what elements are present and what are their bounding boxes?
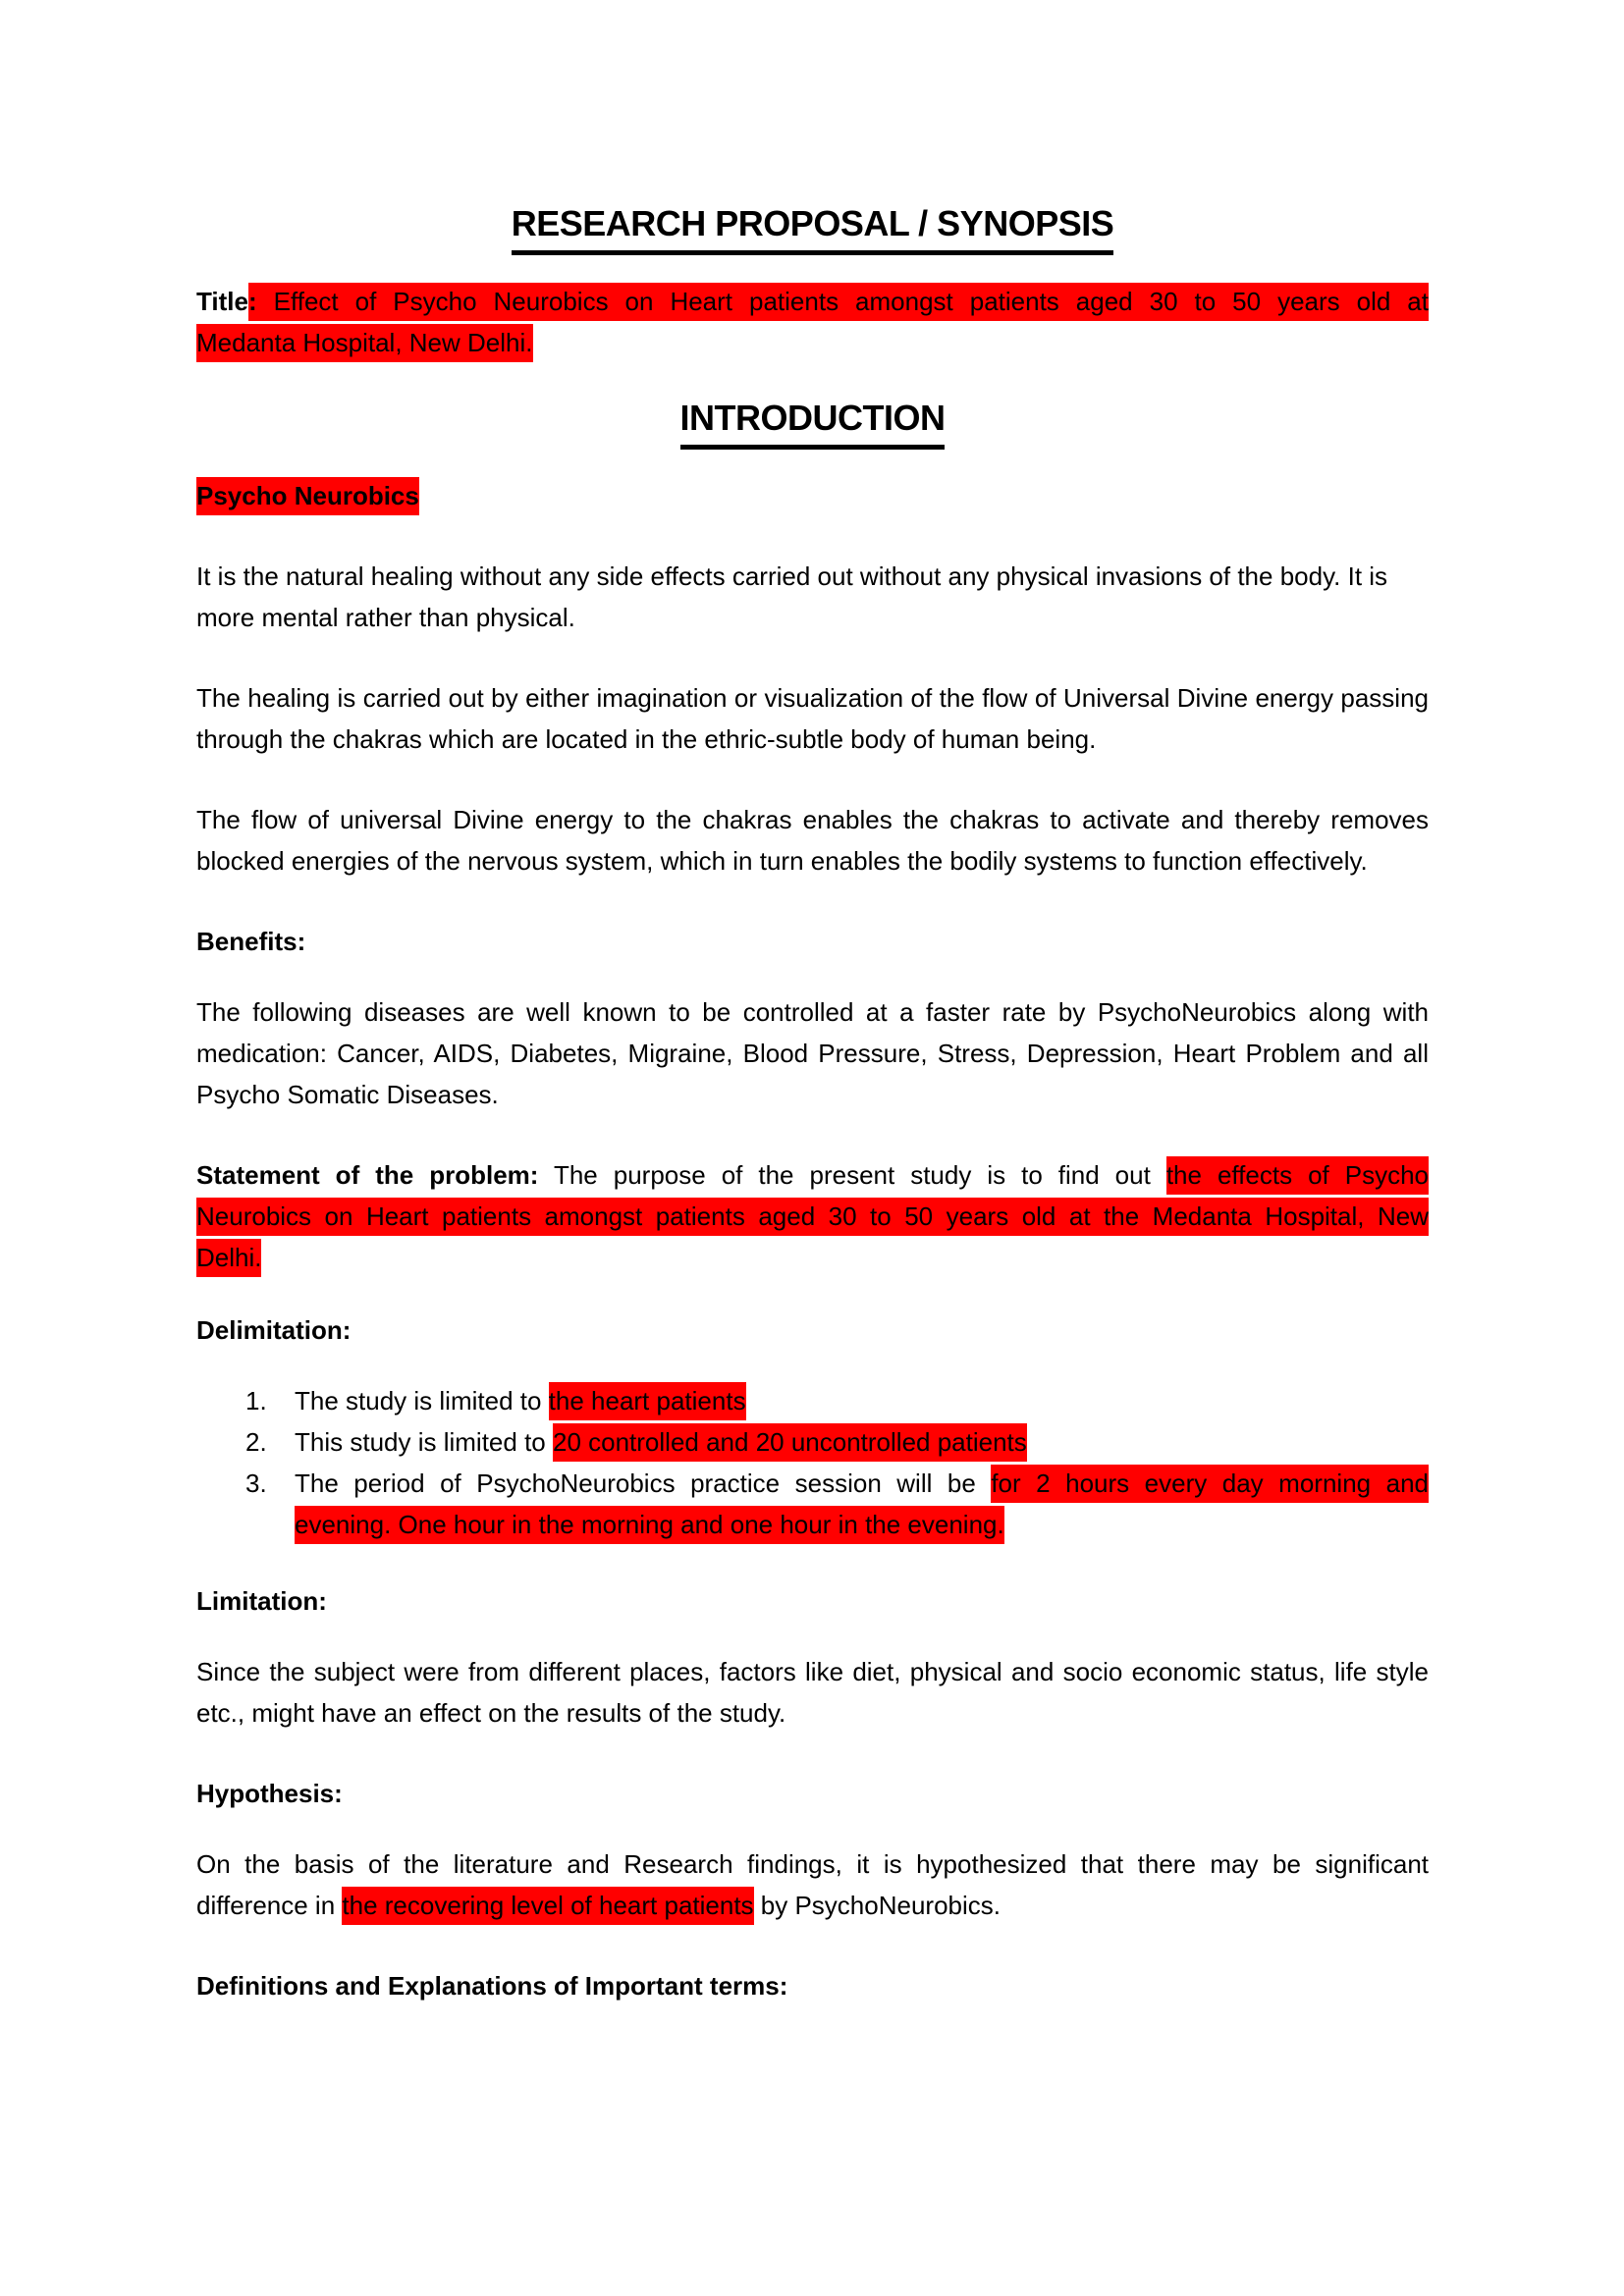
- paragraph: [196, 475, 1429, 516]
- numbered-list: [196, 1380, 1429, 1545]
- text-line: [196, 322, 1429, 363]
- list-item: [196, 1380, 1429, 1421]
- text-segment: Since the subject were from different places, factors like diet, physical and socio economic status, life style etc., might have an effect on the results of the study.: [196, 1657, 1429, 1728]
- text-segment: The following diseases are well known to be controlled at a faster rate by PsychoNeurobics along with medication: Cancer, AIDS, Diabetes, Migraine, Blood Pressure, Stress, Depression, Heart Problem and all Psycho Somatic Diseases.: [196, 997, 1429, 1109]
- text-segment: The purpose of the present study is to find out: [538, 1160, 1166, 1190]
- text-line: [295, 1421, 1429, 1463]
- paragraph: [196, 799, 1429, 881]
- text-line: [196, 1154, 1429, 1196]
- document-content: [196, 200, 1429, 2036]
- text-line: [295, 1463, 1429, 1504]
- text-line: [295, 1380, 1429, 1421]
- highlighted-text: Psycho Neurobics: [196, 477, 419, 515]
- text-line: [196, 281, 1429, 322]
- text-segment: On the basis of the literature and Research findings, it is hypothesized that there may be significant difference in: [196, 1849, 1429, 1920]
- highlighted-text: Medanta Hospital, New Delhi.: [196, 324, 533, 362]
- text-segment: Title: [196, 287, 248, 316]
- list-item-text: [295, 1380, 1429, 1421]
- highlighted-text: the recovering level of heart patients: [342, 1887, 753, 1925]
- section-heading: Definitions and Explanations of Important terms:: [196, 1971, 788, 2001]
- document-title: [196, 395, 1429, 450]
- list-number: 2.: [245, 1427, 267, 1457]
- highlighted-text: evening. One hour in the morning and one hour in the evening.: [295, 1506, 1004, 1544]
- text-segment: The healing is carried out by either imagination or visualization of the flow of Universal Divine energy passing through the chakras which are located in the ethric-subtle body of human being.: [196, 683, 1429, 754]
- text-line: [196, 1237, 1429, 1278]
- section-heading: Delimitation:: [196, 1315, 352, 1345]
- document-title: [196, 200, 1429, 255]
- paragraph: [196, 1154, 1429, 1278]
- list-item-text: [295, 1463, 1429, 1545]
- list-item-text: [295, 1421, 1429, 1463]
- text-segment: The flow of universal Divine energy to the chakras enables the chakras to activate and thereby removes blocked energies of the nervous system, which in turn enables the bodily systems to function effectively.: [196, 805, 1429, 876]
- paragraph: [196, 1843, 1429, 1926]
- section-heading: Limitation:: [196, 1586, 327, 1616]
- text-segment: It is the natural healing without any side effects carried out without any physical invasions of the body. It is more mental rather than physical.: [196, 561, 1388, 632]
- paragraph: [196, 281, 1429, 363]
- highlighted-text: 20 controlled and 20 uncontrolled patients: [553, 1423, 1027, 1462]
- document-title-text: RESEARCH PROPOSAL / SYNOPSIS: [512, 200, 1113, 255]
- list-number: 1.: [245, 1386, 267, 1415]
- list-item: [196, 1421, 1429, 1463]
- text-segment: by PsychoNeurobics.: [753, 1891, 1001, 1920]
- paragraph: [196, 556, 1429, 638]
- text-segment: This study is limited to: [295, 1427, 553, 1457]
- text-segment: The period of PsychoNeurobics practice session will be: [295, 1468, 992, 1498]
- list-number: 3.: [245, 1468, 267, 1498]
- highlighted-text: the heart patients: [549, 1382, 746, 1420]
- text-segment: The study is limited to: [295, 1386, 549, 1415]
- list-item: [196, 1463, 1429, 1545]
- paragraph: [196, 991, 1429, 1115]
- paragraph: [196, 1651, 1429, 1734]
- paragraph: [196, 677, 1429, 760]
- text-line: [196, 1196, 1429, 1237]
- text-segment: Statement of the problem:: [196, 1160, 539, 1190]
- highlighted-text: Effect of Psycho Neurobics on Heart patients amongst patients aged 30 to 50 years old at: [274, 283, 1429, 321]
- section-heading: Benefits:: [196, 927, 306, 956]
- highlighted-text: for 2 hours every day morning and: [991, 1465, 1429, 1503]
- highlighted-text: Neurobics on Heart patients amongst patients aged 30 to 50 years old at the Medanta Hospital, New: [196, 1198, 1429, 1236]
- highlighted-text: Delhi.: [196, 1239, 261, 1277]
- document-title-text: INTRODUCTION: [680, 395, 946, 450]
- highlighted-text: :: [248, 283, 274, 321]
- section-heading: Hypothesis:: [196, 1779, 343, 1808]
- highlighted-text: the effects of Psycho: [1166, 1156, 1429, 1195]
- text-line: [295, 1504, 1429, 1545]
